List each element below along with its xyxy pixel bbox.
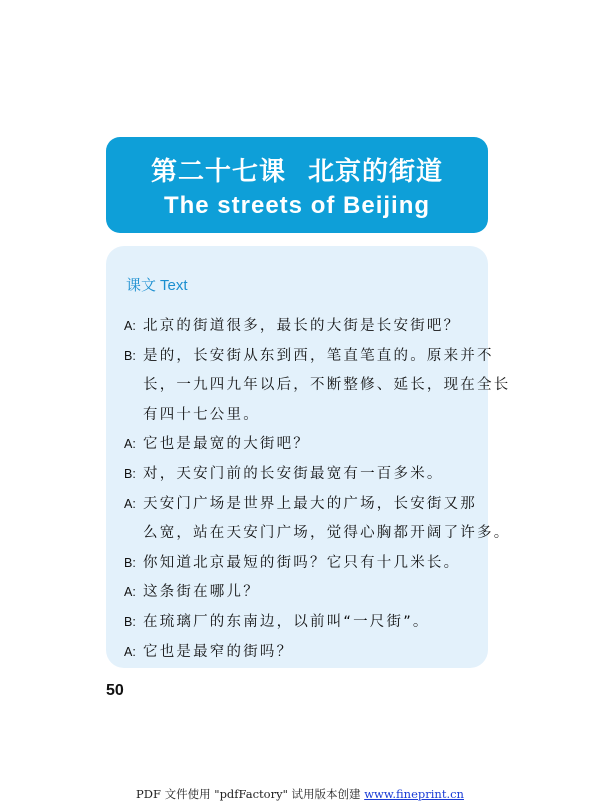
- dialogue-line: [124, 430, 484, 460]
- speaker-label: A:: [124, 644, 136, 659]
- lesson-number: 第二十七课: [150, 157, 286, 187]
- dialogue: [124, 312, 511, 667]
- dialogue-text: 天安门广场是世界上最大的广场，长安街又那: [143, 495, 477, 512]
- dialogue-text: 北京的街道很多，最长的大街是长安街吧？: [143, 318, 461, 334]
- dialogue-line: [124, 460, 484, 490]
- speaker-label: A:: [124, 496, 136, 511]
- dialogue-text: 么宽，站在天安门广场，觉得心胸都开阔了许多。: [143, 525, 511, 542]
- dialogue-text: 在琉璃厂的东南边，以前叫“一尺街”。: [143, 613, 430, 630]
- dialogue-text: 有四十七公里。: [143, 406, 260, 423]
- text-panel: [106, 246, 511, 668]
- lesson-title-banner: [106, 137, 488, 233]
- dialogue-line: [124, 312, 484, 342]
- lesson-title-en: The streets of Beijing: [163, 192, 431, 219]
- lesson-topic: 北京的街道: [308, 157, 444, 187]
- dialogue-line: [124, 519, 511, 549]
- dialogue-line: [124, 608, 484, 638]
- speaker-label: B:: [124, 466, 136, 481]
- dialogue-line: [124, 638, 484, 668]
- speaker-label: B:: [124, 348, 136, 363]
- speaker-label: A:: [124, 319, 136, 333]
- dialogue-text: 对，天安门前的长安街最宽有一百多米。: [143, 465, 444, 482]
- footer-text: PDF 文件使用 "pdfFactory" 试用版本创建: [136, 787, 361, 801]
- dialogue-line: [124, 401, 484, 431]
- page-number: 50: [106, 682, 124, 699]
- dialogue-line: [124, 490, 484, 520]
- dialogue-line: [124, 371, 511, 401]
- speaker-label: B:: [124, 614, 136, 629]
- dialogue-text: 你知道北京最短的街吗？它只有十几米长。: [143, 554, 461, 571]
- speaker-label: B:: [124, 555, 136, 570]
- section-heading-cn: 课文: [126, 276, 157, 294]
- dialogue-text: 它也是最窄的街吗？: [143, 643, 294, 660]
- dialogue-text: 这条街在哪儿？: [143, 584, 260, 601]
- speaker-label: A:: [124, 437, 136, 452]
- dialogue-line: [124, 342, 494, 372]
- dialogue-line: [124, 578, 484, 608]
- section-heading-en: Text: [160, 277, 188, 294]
- dialogue-text: 长，一九四九年以后，不断整修、延长，现在全长: [143, 377, 511, 394]
- dialogue-text: 它也是最宽的大街吧？: [143, 436, 310, 453]
- speaker-label: A:: [124, 585, 136, 600]
- lesson-title-cn: [106, 151, 488, 188]
- pdf-footer: [0, 786, 600, 802]
- dialogue-text: 是的，长安街从东到西，笔直笔直的。原来并不: [143, 347, 494, 364]
- section-heading: [126, 274, 188, 295]
- dialogue-line: [124, 549, 484, 579]
- footer-link[interactable]: www.fineprint.cn: [364, 787, 464, 801]
